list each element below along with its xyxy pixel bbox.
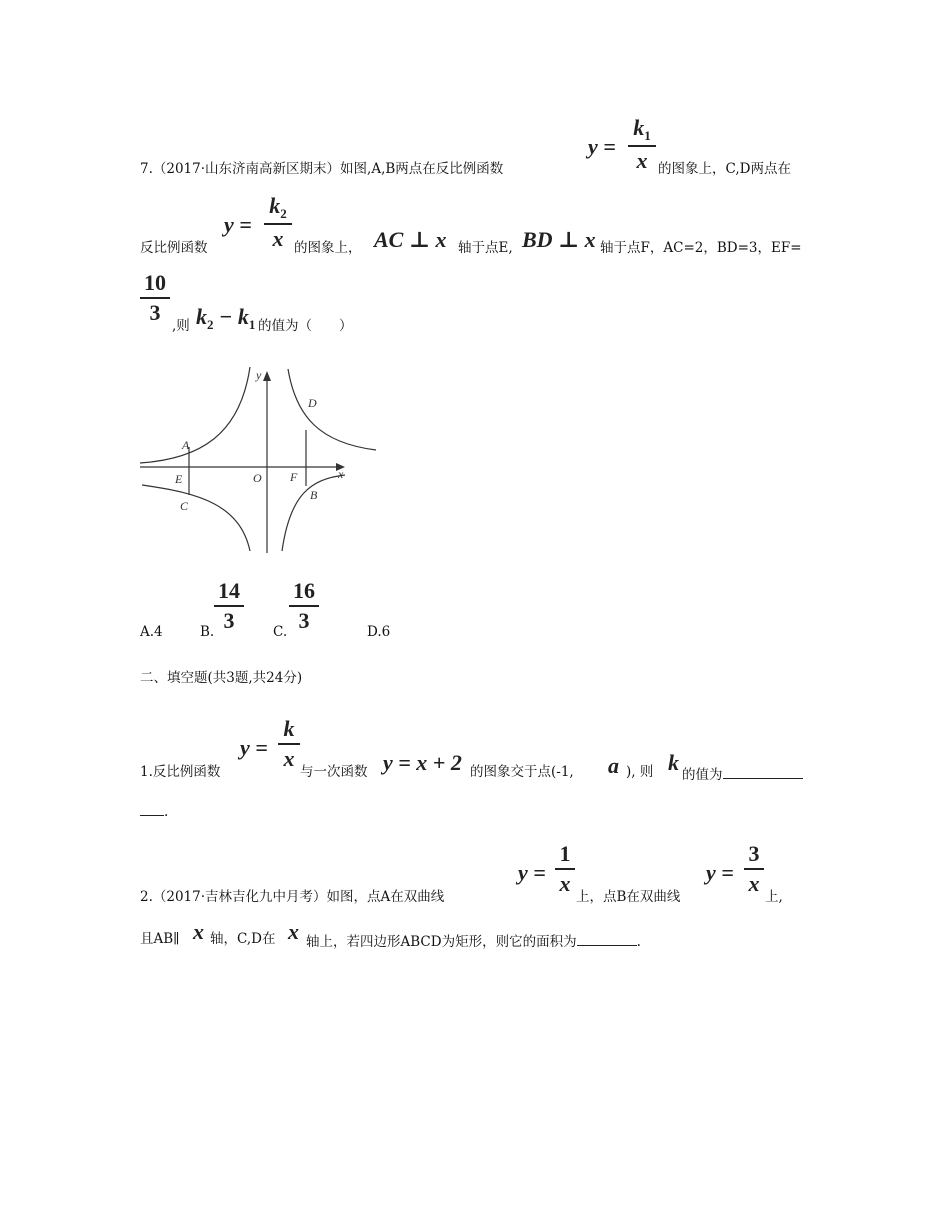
label-A: A <box>182 438 190 452</box>
fq1-start: 1.反比例函数 <box>140 764 221 780</box>
label-O: O <box>253 471 262 485</box>
fq2-f2-fraction: 3 x <box>744 841 764 897</box>
curve-lower-left <box>142 485 250 551</box>
q7-line2-start: 反比例函数 <box>140 240 208 256</box>
y-axis-arrow <box>263 371 271 381</box>
label-F: F <box>290 470 298 484</box>
q7-option-a: A.4 <box>140 624 163 640</box>
q7-option-b-label: B. <box>200 624 215 640</box>
fq1-linear-function: y = x + 2 <box>383 750 462 775</box>
fq2-start: 2.（2017·吉林吉化九中月考）如图，点A在双曲线 <box>140 889 445 905</box>
q7-f1-lhs: y = <box>588 134 616 159</box>
fq1-answer-blank[interactable] <box>723 766 803 779</box>
section-2-title: 二、填空题(共3题,共24分) <box>140 670 303 686</box>
fq2-x-variable-1: x <box>193 919 204 944</box>
q7-intro: 7.（2017·山东济南高新区期末）如图,A,B两点在反比例函数 <box>140 161 504 177</box>
fq1-continuation: . <box>140 803 168 820</box>
q7-hyperbola-figure <box>140 365 380 555</box>
q7-value-ask: 的值为（ ） <box>258 318 353 334</box>
q7-f1-fraction: $k_1$ x <box>628 115 656 174</box>
fq2-line2-a: 且AB∥ <box>140 931 180 947</box>
fq2-f1-lhs: y = <box>518 860 546 885</box>
fq2-line2-b: 轴，C,D在 <box>210 931 276 947</box>
fq1-close: ), 则 <box>626 764 654 780</box>
q7-option-b-fraction: 14 3 <box>214 578 244 634</box>
q7-after-bd: 轴于点F，AC=2，BD=3，EF= <box>600 240 802 256</box>
fq1-f-lhs: y = <box>240 735 268 760</box>
q7-after-ac: 轴于点E, <box>458 240 513 256</box>
label-D: D <box>308 396 317 410</box>
label-E: E <box>175 472 183 486</box>
q7-option-d: D.6 <box>367 624 391 640</box>
q7-option-c-fraction: 16 3 <box>289 578 319 634</box>
q7-f2-fraction: $k_2$ x <box>264 193 292 252</box>
label-y: y <box>256 368 262 382</box>
curve-upper-left <box>140 367 250 463</box>
fq1-fraction: k x <box>278 716 300 772</box>
q7-bd-perp-x: BD ⊥ x <box>522 227 596 252</box>
q7-after-f2: 的图象上， <box>294 240 362 256</box>
q7-k-expression: $k_2 - k_1$ <box>196 304 256 332</box>
fq1-after-linear: 的图象交于点(-1, <box>470 764 574 780</box>
q7-ac-perp-x: AC ⊥ x <box>374 227 447 252</box>
q7-f2-lhs: y = <box>224 212 252 237</box>
fq2-line2-c: 轴上，若四边形ABCD为矩形，则它的面积为 . <box>306 934 641 950</box>
fq1-mid: 与一次函数 <box>300 764 368 780</box>
q7-after-f1: 的图象上，C,D两点在 <box>658 161 791 177</box>
fq1-a-variable: a <box>608 753 619 778</box>
fq1-end: 的值为 <box>682 766 803 783</box>
fq2-f2-lhs: y = <box>706 860 734 885</box>
q7-then: ,则 <box>172 318 190 334</box>
q7-ef-fraction: 10 3 <box>140 270 170 326</box>
fq2-f1-fraction: 1 x <box>555 841 575 897</box>
curve-upper-right <box>288 369 376 450</box>
fq2-answer-blank[interactable] <box>577 933 637 946</box>
fq1-k-variable: k <box>668 750 679 775</box>
label-x: x <box>338 467 344 481</box>
curve-lower-right <box>282 475 345 551</box>
fq1-answer-blank-cont[interactable] <box>140 803 164 816</box>
q7-option-c-label: C. <box>273 624 288 640</box>
fq2-end1: 上, <box>765 889 783 905</box>
fq2-mid: 上，点B在双曲线 <box>576 889 681 905</box>
label-B: B <box>310 488 318 502</box>
label-C: C <box>180 499 189 513</box>
fq2-x-variable-2: x <box>288 919 299 944</box>
